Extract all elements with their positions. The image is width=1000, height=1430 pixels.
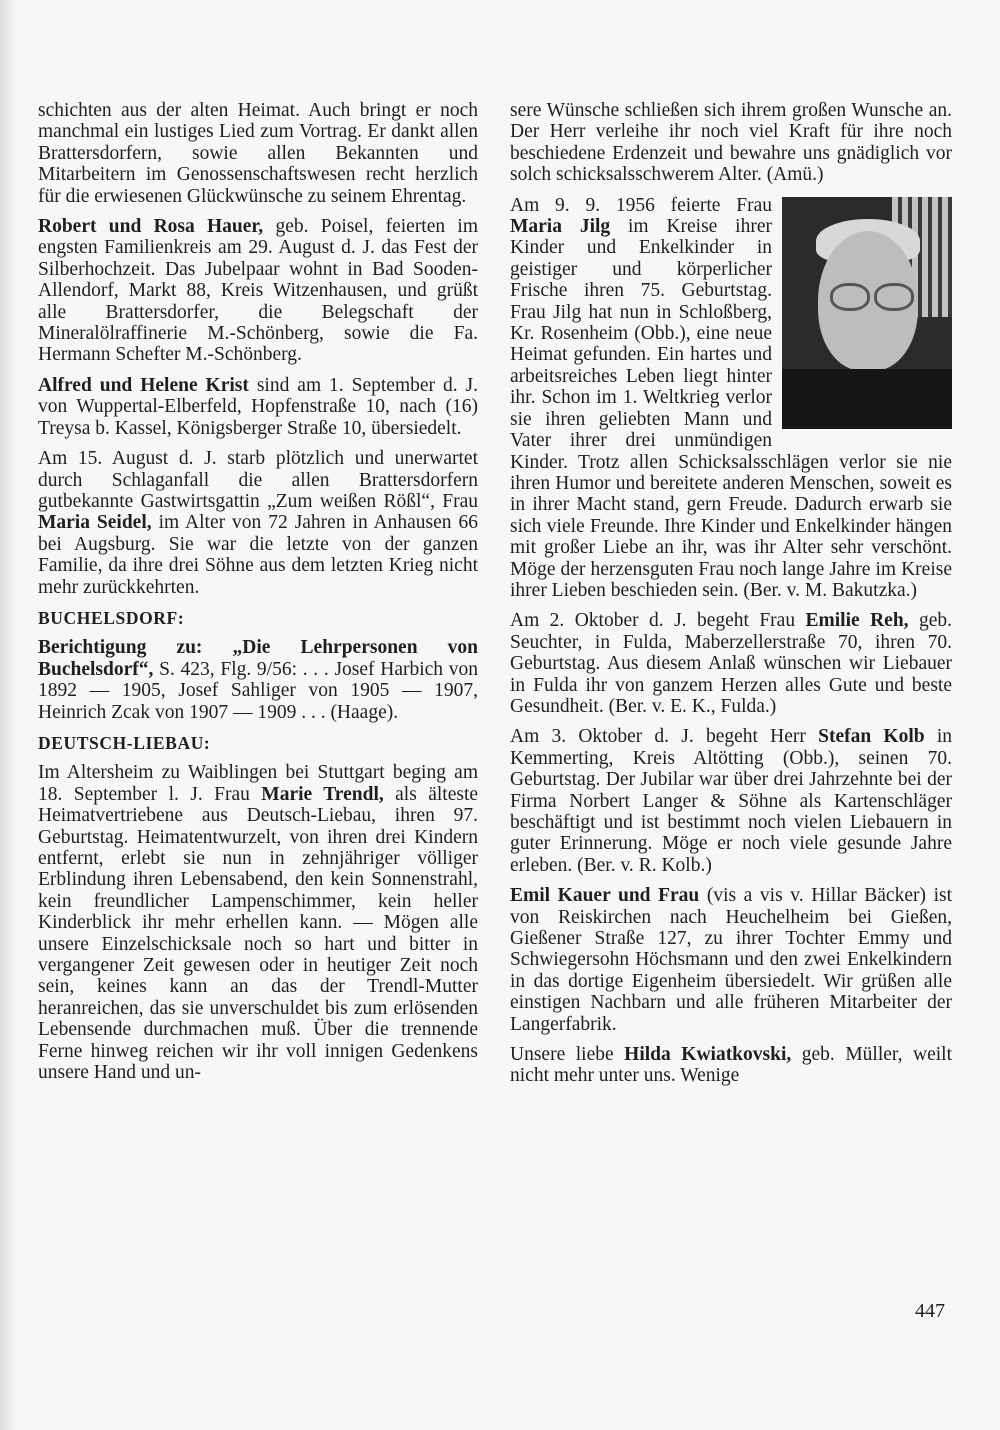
glasses-lens [830, 283, 870, 311]
section-heading-deutsch-liebau: DEUTSCH-LIEBAU: [38, 732, 211, 753]
paragraph-hauer: Robert und Rosa Hauer, geb. Poisel, feierten im engsten Familienkreis am 29. August d. J. das Fest der Silberhochzeit. Das Jubelpaar wohnt in Bad Sooden-Allendorf, Markt 88, Kreis Witzenhausen, und grüßt alle Brattersdorfer, die Belegschaft der Mineralölraffinerie M.-Schönberg, sowie die Fa. Hermann Schefter M.-Schönberg. [38, 216, 478, 366]
name-bold: Maria Seidel, [38, 512, 152, 534]
paragraph-kwiatkovski: Unsere liebe Hilda Kwiatkovski, geb. Müller, weilt nicht mehr unter uns. Wenige [510, 1044, 952, 1087]
dark-clothing [782, 369, 952, 429]
name-bold: Hilda Kwiatkovski, [624, 1044, 792, 1066]
paragraph-trendl: Im Altersheim zu Waiblingen bei Stuttgart beging am 18. September l. J. Frau Marie Trendl, als älteste Heimatvertriebene aus Deutsch-Liebau, ihren 97. Geburtstag. Heimatentwurzelt, von ihren drei Kindern entfernt, erlebt sie nun in zehnjähriger völliger Erblindung ihren Lebensabend, den kein Sonnenstrahl, kein freundlicher Lampenschimmer, kein heller Kinderblick ihr mehr erhellen kann. — Mögen alle unsere Einzelschicksale noch so hart und bitter in vergangener Zeit gewesen oder in heutiger Zeit noch sein, keines kann an das der Trendl-Mutter heranreichen, das sie unverschuldet bis zum erlösenden Lebensende durchmachen muß. Über die trennende Ferne hinweg reichen wir ihr voll innigen Gedenkens unsere Hand und un- [38, 762, 479, 1084]
paragraph-kolb: Am 3. Oktober d. J. begeht Herr Stefan Kolb in Kemmerting, Kreis Altötting (Obb.), seinen 70. Geburtstag. Der Jubilar war über drei Jahrzehnte bei der Firma Norbert Langer & Söhne als Kartenschläger beschäftigt und ist bestimmt noch vielen Liebauern in guter Erinnerung. Möge er noch viele gesunde Jahre erleben. (Ber. v. R. Kolb.) [510, 726, 952, 876]
left-column [38, 100, 478, 1092]
paragraph-jilg: Am 9. 9. 1956 feierte Frau Maria Jilg im Kreise ihrer Kinder und Enkelkinder in geistiger und körperlicher Frische ihren 75. Geburtstag. Frau Jilg hat nun in Schloßberg, Kr. Rosenheim (Obb.), eine neue Heimat gefunden. Ein hartes und arbeitsreiches Leben liegt hinter ihr. Schon im 1. Weltkrieg verlor sie ihren geliebten Mann und Vater ihrer drei unmündigen Kinder. Trotz allen Schicksalsschlägen verlor sie nie ihren Humor und bereitete anderen Menschen, soweit es in ihrer Macht stand, gern Freude. Dadurch erwarb sie sich viele Freunde. Ihre Kinder und Enkelkinder hängen mit großer Liebe an ihr, was ihr Alter sehr verschönt. Möge der herzensguten Frau noch lange Jahre im Kreise ihrer Lieben beschieden sein. (Ber. v. M. Bakutzka.) [510, 194, 952, 601]
name-bold: Maria Jilg [510, 216, 611, 238]
paragraph-reh: Am 2. Oktober d. J. begeht Frau Emilie Reh, geb. Seuchter, in Fulda, Maberzellerstraße 70, ihren 70. Geburtstag. Aus diesem Anlaß wünschen wir Liebauer in Fulda ihr von ganzem Herzen alles Gute und beste Gesundheit. (Ber. v. E. K., Fulda.) [510, 610, 953, 717]
name-bold: Emil Kauer und Frau [510, 885, 700, 907]
page-number: 447 [915, 1300, 945, 1322]
paragraph-krist: Alfred und Helene Krist sind am 1. September d. J. von Wuppertal-Elberfeld, Hopfenstraße 10, nach (16) Treysa b. Kassel, Königsberger Straße 10, übersiedelt. [38, 374, 478, 439]
name-bold: Alfred und Helene Krist [38, 374, 249, 396]
paragraph-seidel: Am 15. August d. J. starb plötzlich und unerwartet durch Schlaganfall die allen Brattersdorfern gutbekannte Gastwirtsgattin „Zum weißen Rößl“, Frau Maria Seidel, im Alter von 72 Jahren in Anhausen 66 bei Augsburg. Sie war die letzte von der ganzen Familie, da ihre drei Söhne aus dem letzten Krieg nicht mehr zurückkehrten. [38, 448, 478, 598]
paragraph: schichten aus der alten Heimat. Auch bringt er noch manchmal ein lustiges Lied zum Vortrag. Er dankt allen Brattersdorfern, sowie allen Bekannten und Mitarbeitern im Genossenschaftswesen recht herzlich für die erwiesenen Glückwünsche zu seinem Ehrentag. [38, 100, 478, 207]
name-bold: Stefan Kolb [818, 726, 925, 748]
glasses-lens [874, 283, 914, 311]
section-heading-buchelsdorf: BUCHELSDORF: [38, 607, 185, 628]
name-bold: Berichtigung zu: „Die Lehrpersonen von Buchelsdorf“, [38, 637, 478, 680]
name-bold: Robert und Rosa Hauer, [38, 216, 264, 238]
page-fold-shadow [0, 0, 16, 1430]
paragraph-kauer: Emil Kauer und Frau (vis a vis v. Hillar Bäcker) ist von Reiskirchen nach Heuchelheim bei Gießen, Gießener Straße 127, zu ihrer Tochter Emmy und Schwiegersohn Höchsmann und den zwei Enkelkindern in das dortige Eigenheim übersiedelt. Wir grüßen alle einstigen Nachbarn und alle früheren Mitarbeiter der Langerfabrik. [510, 885, 952, 1035]
right-column [510, 100, 952, 1096]
paragraph: sere Wünsche schließen sich ihrem großen Wunsche an. Der Herr verleihe ihr noch viel Kraft für ihre noch beschiedene Erdenzeit und bewahre uns gnädiglich vor solch schicksalsschwerem Alter. (Amü.) [510, 100, 952, 186]
name-bold: Emilie Reh, [805, 610, 909, 632]
paragraph-berichtigung: Berichtigung zu: „Die Lehrpersonen von Buchelsdorf“, S. 423, Flg. 9/56: . . . Josef Harbich von 1892 — 1905, Josef Sahliger von 1905 — 1907, Heinrich Zcak von 1907 — 1909 . . . (Haage). [38, 637, 478, 723]
portrait-photo [782, 197, 952, 429]
name-bold: Marie Trendl, [261, 783, 384, 805]
